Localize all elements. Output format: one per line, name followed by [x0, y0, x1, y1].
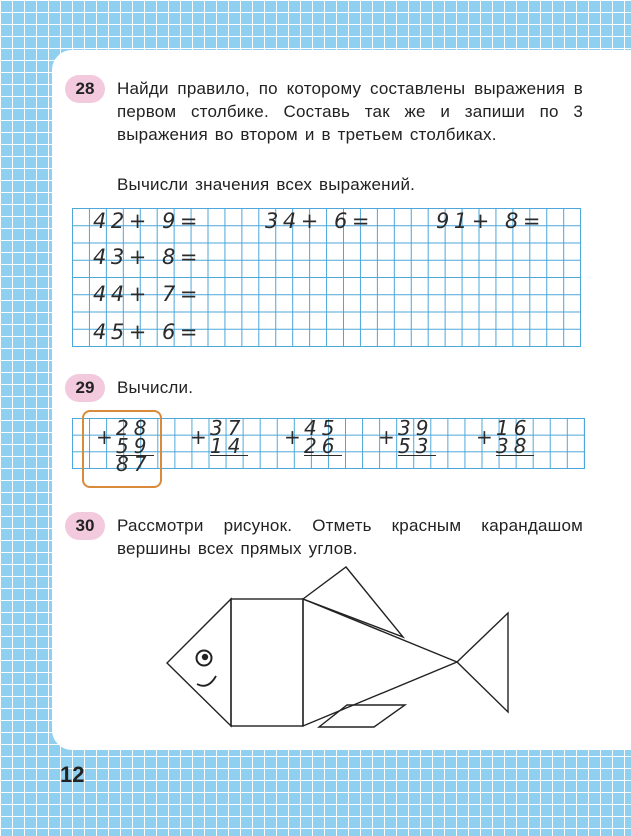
addend-bottom: 59 — [116, 434, 152, 458]
task-28-instruction: Найди правило, по которому составлены выражения в первом столбике. Составь так же и запиши по 3 выражения во втором и в третьем столбиках. — [117, 79, 583, 144]
addend-bottom: 53 — [398, 434, 434, 458]
sum-result: 87 — [116, 452, 152, 476]
column-addition-2 — [190, 416, 246, 458]
addend-top: 28 — [116, 416, 152, 440]
addend-top: 16 — [496, 416, 532, 440]
addend-bottom: 14 — [210, 434, 246, 458]
task-30-badge: 30 — [65, 512, 105, 540]
column-addition-4 — [378, 416, 434, 458]
addend-top: 37 — [210, 416, 246, 440]
task-30-instruction: Рассмотри рисунок. Отметь красным карандашом вершины всех прямых углов. — [117, 516, 583, 558]
sum-line — [304, 455, 342, 456]
plus-sign: + — [284, 425, 301, 449]
plus-sign: + — [96, 425, 113, 449]
task-28-instruction-2: Вычисли значения всех выражений. — [117, 175, 416, 194]
plus-sign: + — [476, 425, 493, 449]
task-28-badge: 28 — [65, 75, 105, 103]
addend-bottom: 26 — [304, 434, 340, 458]
page-panel — [52, 50, 631, 750]
sum-line — [398, 455, 436, 456]
column-addition-1 — [96, 416, 152, 476]
column-addition-3 — [284, 416, 340, 458]
addend-top: 39 — [398, 416, 434, 440]
plus-sign: + — [378, 425, 395, 449]
plus-sign: + — [190, 425, 207, 449]
page-number: 12 — [60, 762, 85, 787]
sum-line — [496, 455, 534, 456]
column-addition-5 — [476, 416, 532, 458]
expression-col1-row4: 45+ 6= — [93, 320, 202, 344]
addend-top: 45 — [304, 416, 340, 440]
expression-col1-row2: 43+ 8= — [93, 245, 202, 269]
expression-col3-row1: 91+ 8= — [436, 209, 545, 233]
expression-col1-row3: 44+ 7= — [93, 282, 202, 306]
addend-bottom: 38 — [496, 434, 532, 458]
task-29-instruction: Вычисли. — [117, 378, 194, 397]
expression-col1-row1: 42+ 9= — [93, 209, 202, 233]
expression-col2-row1: 34+ 6= — [265, 209, 374, 233]
sum-line — [210, 455, 248, 456]
task-29-badge: 29 — [65, 374, 105, 402]
sum-line — [116, 455, 154, 456]
